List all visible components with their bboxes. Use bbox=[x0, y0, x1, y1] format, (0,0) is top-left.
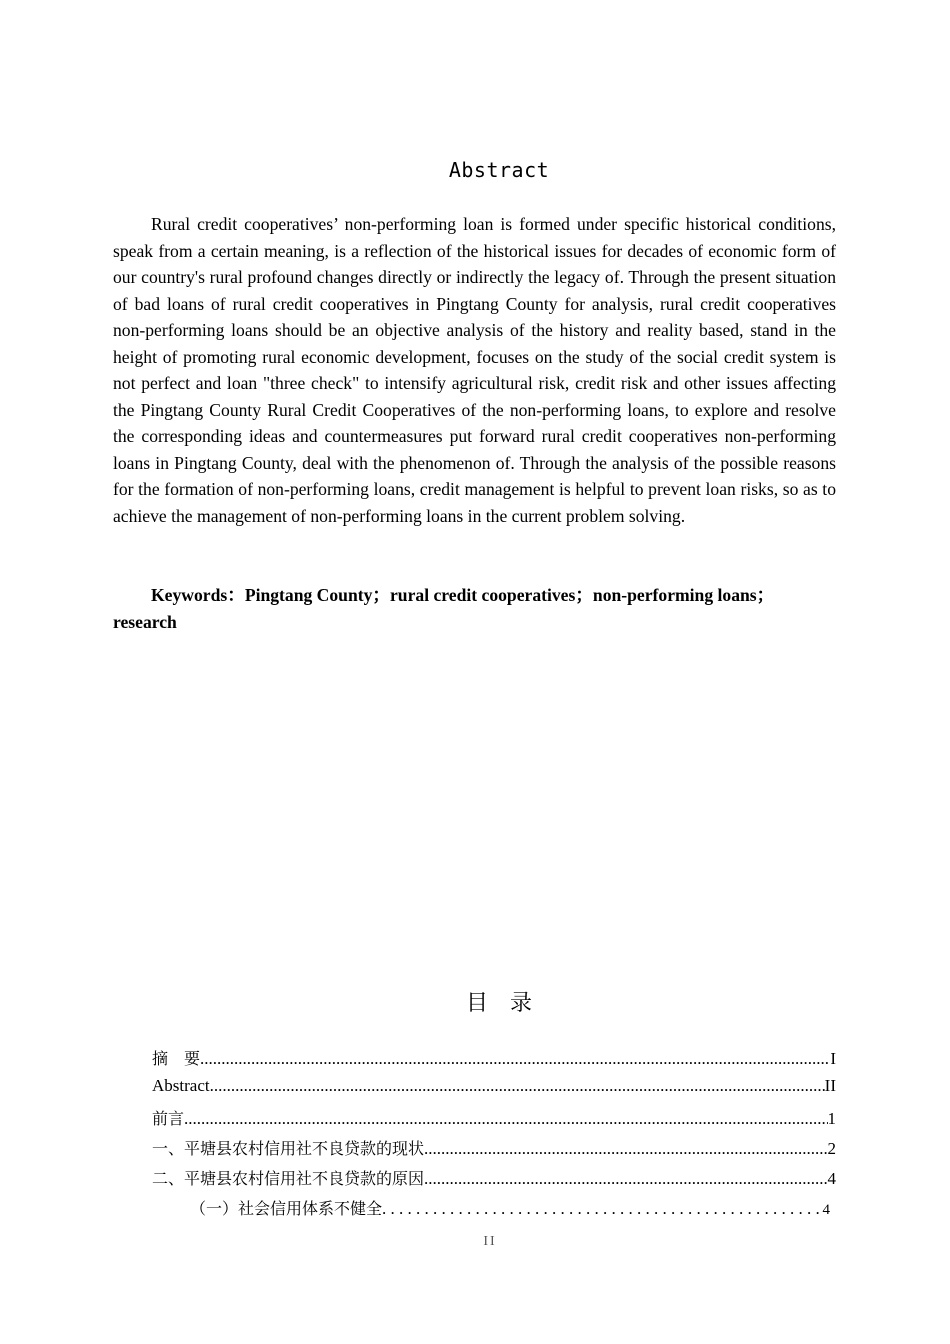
toc-dot-leader bbox=[382, 1199, 818, 1219]
toc-dot-leader bbox=[424, 1139, 827, 1159]
toc-entry-label: Abstract bbox=[152, 1076, 210, 1095]
toc-entry-chapter-2[interactable] bbox=[152, 1166, 836, 1196]
toc-entry-label: 一、平塘县农村信用社不良贷款的现状 bbox=[152, 1139, 425, 1158]
toc-entry-page: I bbox=[830, 1049, 836, 1068]
toc-dot-leader bbox=[210, 1076, 825, 1096]
toc-entry-page: 4 bbox=[827, 1169, 836, 1188]
keywords: Keywords：Pingtang County；rural credit cooperatives；non-performing loans；research bbox=[113, 585, 775, 632]
toc-entry-page: 1 bbox=[827, 1109, 836, 1128]
toc-dot-leader bbox=[200, 1049, 830, 1069]
toc-dot-leader bbox=[424, 1169, 827, 1189]
toc-dot-leader bbox=[184, 1109, 827, 1129]
toc-entry-page: II bbox=[824, 1076, 836, 1095]
abstract-title: Abstract bbox=[448, 158, 550, 182]
abstract-body: Rural credit cooperatives’ non-performing loan is formed under specific historical conditions, speak from a certain meaning, is a reflection of the historical issues for decades of economic form of our country's rural profound changes directly or indirectly the legacy of. Through the present situation of bad loans of rural credit cooperatives in Pingtang County for analysis, rural credit cooperatives non-performing loans should be an objective analysis of the history and reality based, stand in the height of promoting rural economic development, focuses on the study of the social credit system is not perfect and loan "three check" to intensify agricultural risk, credit risk and other issues affecting the Pingtang County Rural Credit Cooperatives of the non-performing loans, to explore and resolve the corresponding ideas and countermeasures put forward rural credit cooperatives non-performing loans in Pingtang County, deal with the phenomenon of. Through the analysis of the possible reasons for the formation of non-performing loans, credit management is helpful to prevent loan risks, so as to achieve the management of non-performing loans in the current problem solving. bbox=[113, 214, 836, 526]
toc-entry-section-2-1[interactable] bbox=[152, 1196, 830, 1222]
toc-title: 目 录 bbox=[465, 991, 532, 1016]
toc-entry-label: 摘 要 bbox=[152, 1049, 201, 1068]
toc-entry-abstract-en[interactable] bbox=[152, 1076, 836, 1106]
toc-entry-label: 二、平塘县农村信用社不良贷款的原因 bbox=[152, 1169, 425, 1188]
table-of-contents bbox=[152, 1046, 836, 1222]
toc-entry-label: （一）社会信用体系不健全 bbox=[190, 1199, 383, 1218]
toc-entry-chapter-1[interactable] bbox=[152, 1136, 836, 1166]
toc-entry-preface[interactable] bbox=[152, 1106, 836, 1136]
page-number: II bbox=[483, 1234, 497, 1249]
toc-entry-label: 前言 bbox=[152, 1109, 185, 1128]
toc-entry-page: 2 bbox=[827, 1139, 836, 1158]
toc-entry-abstract-cn[interactable] bbox=[152, 1046, 836, 1076]
toc-entry-page: 4 bbox=[822, 1202, 830, 1218]
